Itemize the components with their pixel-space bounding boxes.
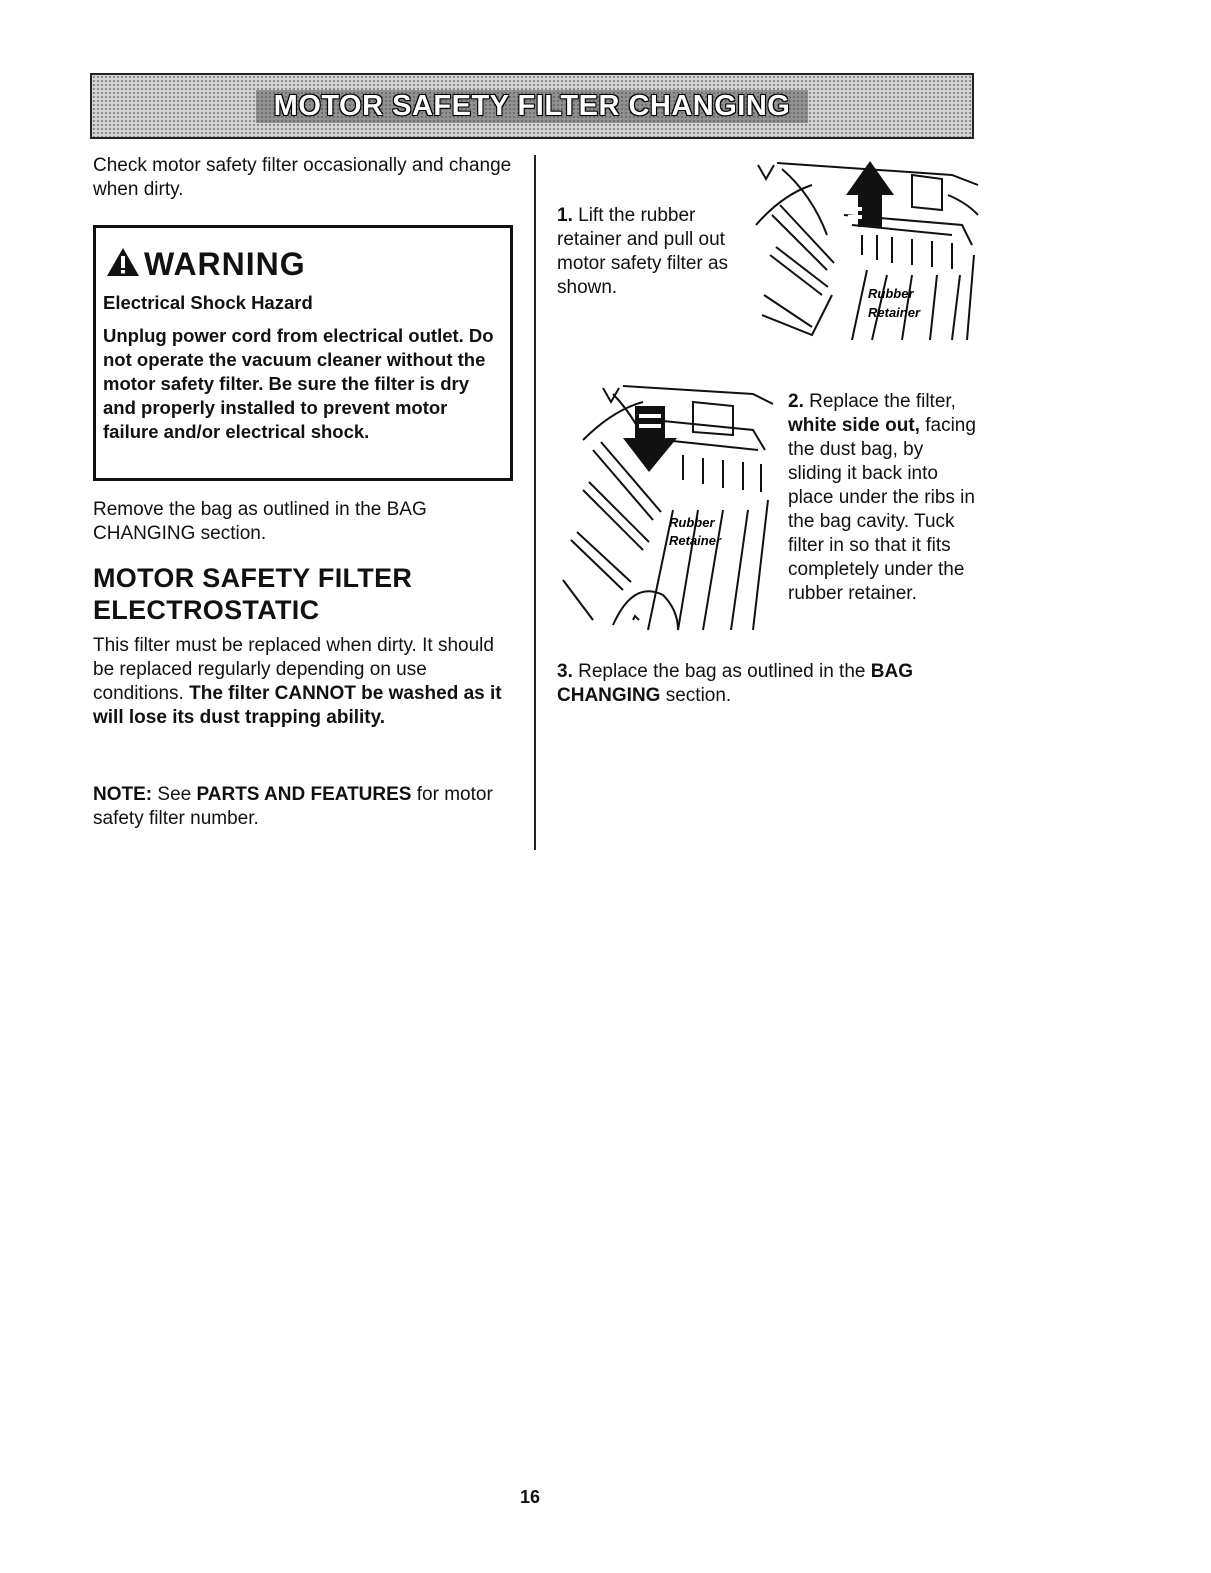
warning-header xyxy=(106,246,306,283)
step-1 xyxy=(557,204,732,300)
illus-2-label-line2: Retainer xyxy=(669,533,722,548)
step-3-text-a: Replace the bag as outlined in the xyxy=(578,661,866,682)
warning-box xyxy=(93,225,513,481)
note-see: See xyxy=(157,784,192,805)
step-3-text-b: section. xyxy=(665,685,732,706)
illus-1-label-line1: Rubber xyxy=(868,286,914,301)
warning-title: WARNING xyxy=(144,246,306,282)
step-3-number: 3. xyxy=(557,661,573,682)
step-1-text: Lift the rubber retainer and pull out motor safety filter as shown. xyxy=(557,205,729,298)
page-title: MOTOR SAFETY FILTER CHANGING xyxy=(256,90,809,123)
note-rest: for motor safety filter number. xyxy=(93,784,493,829)
section-body xyxy=(93,634,513,730)
note-label: NOTE: xyxy=(93,784,153,805)
section-heading xyxy=(93,562,412,626)
step-2-emphasis: white side out, xyxy=(788,415,920,436)
note-reference: PARTS AND FEATURES xyxy=(196,784,412,805)
note-text xyxy=(93,783,513,831)
illustration-lift-retainer xyxy=(752,155,982,345)
step-3-reference: BAG CHANGING xyxy=(557,661,913,706)
column-divider xyxy=(534,155,536,850)
warning-triangle-icon xyxy=(106,247,140,282)
warning-hazard: Electrical Shock Hazard xyxy=(103,292,313,313)
step-2 xyxy=(788,390,978,606)
section-heading-line1: MOTOR SAFETY FILTER xyxy=(93,563,413,593)
remove-bag-text: Remove the bag as outlined in the BAG CHANGING section. xyxy=(93,499,427,544)
step-1-number: 1. xyxy=(557,205,573,226)
illustration-replace-filter xyxy=(553,380,775,635)
warning-body: Unplug power cord from electrical outlet. Do not operate the vacuum cleaner without the motor safety filter. Be sure the filter is dry and properly installed to prevent motor failure and/or electrical shock. xyxy=(103,325,494,442)
page-number: 16 xyxy=(520,1487,541,1507)
intro-text: Check motor safety filter occasionally and change when dirty. xyxy=(93,155,512,200)
section-heading-line2: ELECTROSTATIC xyxy=(93,595,320,625)
step-2-text-a: Replace the filter, xyxy=(809,391,956,412)
illus-2-label-line1: Rubber xyxy=(669,515,715,530)
illus-1-label-line2: Retainer xyxy=(868,305,921,320)
step-2-text-b: facing the dust bag, by sliding it back into place under the ribs in the bag cavity. Tuck filter in so that it fits completely under the rubber retainer. xyxy=(788,415,976,604)
section-body-warning: The filter CANNOT be washed as it will lose its dust trapping ability. xyxy=(93,683,502,728)
step-3 xyxy=(557,660,967,708)
section-banner xyxy=(90,73,974,139)
step-2-number: 2. xyxy=(788,391,804,412)
section-body-text: This filter must be replaced when dirty. It should be replaced regularly depending on use conditions. xyxy=(93,635,494,704)
